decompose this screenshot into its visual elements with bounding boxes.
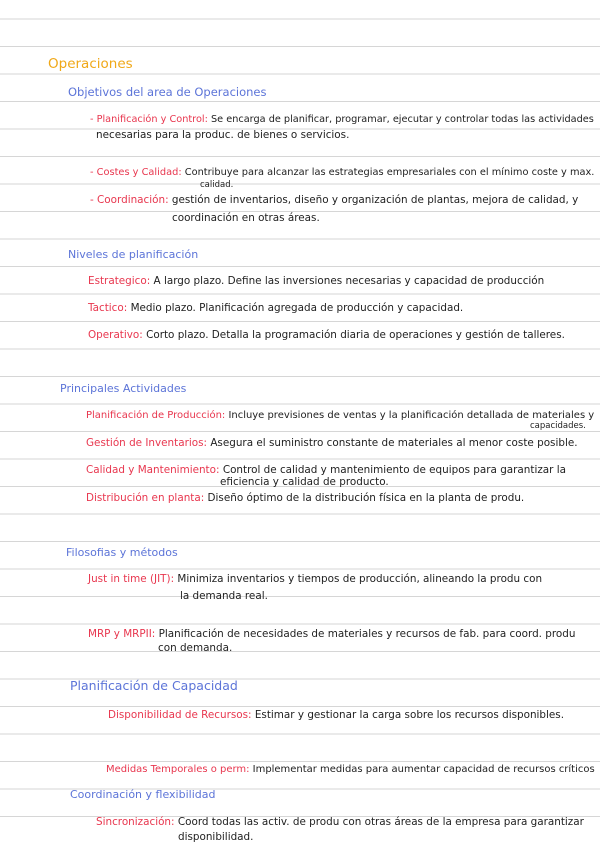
item-text: Medio plazo. Planificación agregada de producción y capacidad. — [130, 302, 464, 314]
item-text: Coord todas las activ. de produ con otras áreas de la empresa para garantizar — [177, 816, 584, 828]
list-item — [108, 709, 564, 722]
list-item — [90, 113, 594, 126]
list-item — [96, 816, 584, 829]
section-heading-actividades: Principales Actividades — [60, 382, 187, 395]
item-label: Medidas Temporales o perm: — [106, 764, 250, 775]
item-label: - Costes y Calidad: — [90, 167, 182, 178]
list-item — [106, 763, 595, 776]
item-continuation: disponibilidad. — [178, 831, 254, 843]
list-item — [88, 329, 565, 342]
item-continuation: la demanda real. — [180, 590, 268, 602]
item-text: Control de calidad y mantenimiento de equipos para garantizar la — [222, 464, 566, 476]
list-item — [90, 194, 578, 207]
item-text: A largo plazo. Define las inversiones necesarias y capacidad de producción — [153, 275, 545, 287]
item-text: Corto plazo. Detalla la programación diaria de operaciones y gestión de talleres. — [146, 329, 565, 341]
page-title: Operaciones — [48, 56, 133, 72]
section-heading-filosofias: Filosofias y métodos — [66, 546, 178, 559]
item-label: Planificación de Producción: — [86, 410, 226, 421]
item-label: Disponibilidad de Recursos: — [108, 709, 252, 721]
item-label: Just in time (JIT): — [88, 573, 175, 585]
item-label: Estrategico: — [88, 275, 151, 287]
item-text: Estimar y gestionar la carga sobre los recursos disponibles. — [254, 709, 565, 721]
list-item — [86, 492, 524, 505]
list-item — [90, 166, 594, 179]
item-label: - Planificación y Control: — [90, 114, 208, 125]
list-item — [86, 437, 578, 450]
section-heading-capacidad: Planificación de Capacidad — [70, 678, 238, 693]
list-item — [88, 573, 542, 586]
item-label: - Coordinación: — [90, 194, 169, 206]
item-label: MRP y MRPII: — [88, 628, 156, 640]
list-item — [86, 409, 594, 422]
item-continuation: coordinación en otras áreas. — [172, 212, 320, 224]
item-label: Operativo: — [88, 329, 143, 341]
item-label: Sincronización: — [96, 816, 175, 828]
section-heading-coordinacion: Coordinación y flexibilidad — [70, 788, 216, 801]
item-text: Asegura el suministro constante de materiales al menor coste posible. — [210, 437, 578, 449]
item-continuation: calidad. — [200, 180, 234, 190]
item-continuation: con demanda. — [158, 642, 233, 654]
item-label: Distribución en planta: — [86, 492, 205, 504]
item-text: Implementar medidas para aumentar capacidad de recursos críticos — [252, 764, 595, 775]
list-item — [88, 628, 575, 641]
item-label: Tactico: — [88, 302, 128, 314]
item-text: Se encarga de planificar, programar, ejecutar y controlar todas las actividades — [210, 114, 594, 125]
item-text: Contribuye para alcanzar las estrategias empresariales con el mínimo coste y max. — [184, 167, 595, 178]
item-continuation: necesarias para la produc. de bienes o servicios. — [96, 129, 350, 141]
list-item — [88, 302, 463, 315]
item-text: Incluye previsiones de ventas y la planificación detallada de materiales y — [228, 410, 595, 421]
section-heading-niveles: Niveles de planificación — [68, 248, 199, 261]
section-heading-objetivos: Objetivos del area de Operaciones — [68, 85, 267, 99]
item-label: Calidad y Mantenimiento: — [86, 464, 220, 476]
item-text: Minimiza inventarios y tiempos de producción, alineando la produ con — [177, 573, 543, 585]
item-text: Diseño óptimo de la distribución física en la planta de produ. — [207, 492, 525, 504]
item-continuation: capacidades. — [530, 421, 586, 431]
item-text: Planificación de necesidades de materiales y recursos de fab. para coord. produ — [158, 628, 576, 640]
item-continuation: eficiencia y calidad de producto. — [220, 476, 389, 488]
item-label: Gestión de Inventarios: — [86, 437, 208, 449]
list-item — [88, 275, 544, 288]
item-text: gestión de inventarios, diseño y organización de plantas, mejora de calidad, y — [171, 194, 579, 206]
